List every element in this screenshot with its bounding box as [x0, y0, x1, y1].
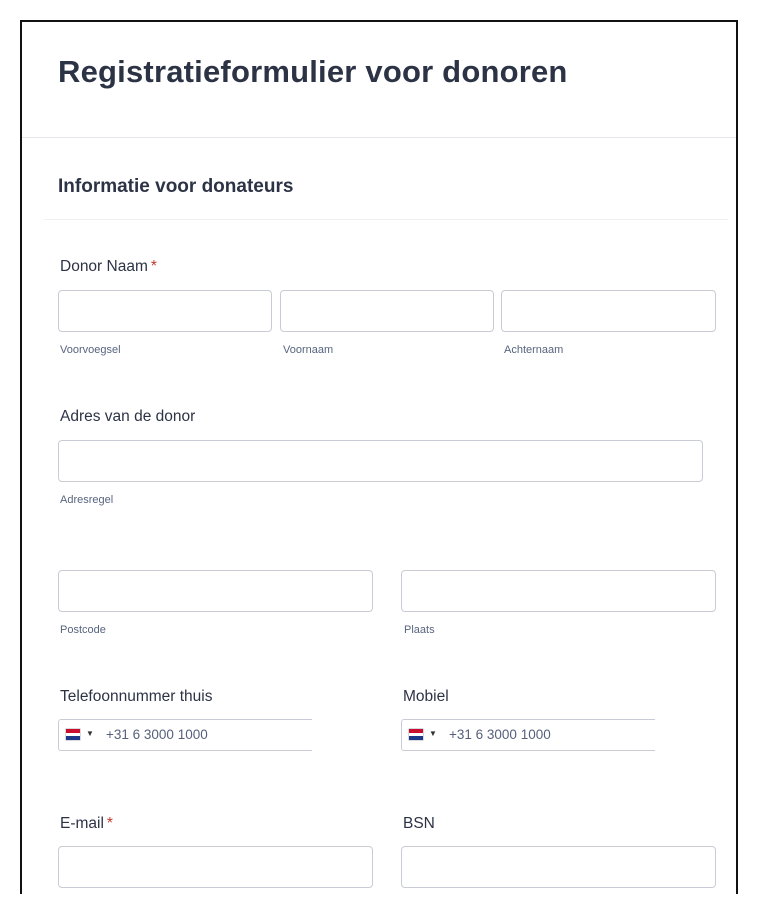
- chevron-down-icon[interactable]: ▼: [429, 729, 437, 738]
- donor-name-label: [60, 258, 157, 276]
- home-phone-placeholder: +31 6 3000 1000: [106, 727, 208, 742]
- section-title: Informatie voor donateurs: [58, 176, 294, 197]
- mobile-label: Mobiel: [403, 688, 449, 705]
- first-name-sublabel: Voornaam: [283, 344, 334, 356]
- last-name-sublabel: Achternaam: [504, 344, 564, 356]
- required-asterisk: *: [150, 258, 157, 275]
- postcode-sublabel: Postcode: [60, 624, 106, 636]
- email-input[interactable]: [58, 846, 373, 888]
- home-phone-label: Telefoonnummer thuis: [60, 688, 213, 705]
- mobile-phone-placeholder: +31 6 3000 1000: [449, 727, 551, 742]
- netherlands-flag-icon[interactable]: [409, 729, 423, 740]
- name-prefix-input[interactable]: [58, 290, 272, 332]
- postcode-input[interactable]: [58, 570, 373, 612]
- form-title: Registratieformulier voor donoren: [58, 54, 568, 89]
- mobile-phone-input[interactable]: [401, 719, 655, 751]
- form-header: [22, 22, 736, 138]
- city-input[interactable]: [401, 570, 716, 612]
- email-label-text: E-mail: [60, 815, 104, 832]
- address-line-sublabel: Adresregel: [60, 494, 114, 506]
- form-container: [20, 20, 738, 894]
- chevron-down-icon[interactable]: ▼: [86, 729, 94, 738]
- address-line-input[interactable]: [58, 440, 703, 482]
- home-phone-input[interactable]: [58, 719, 312, 751]
- required-asterisk: *: [106, 815, 113, 832]
- last-name-input[interactable]: [501, 290, 716, 332]
- section-divider: [44, 219, 728, 220]
- netherlands-flag-icon[interactable]: [66, 729, 80, 740]
- city-sublabel: Plaats: [404, 624, 435, 636]
- bsn-label: BSN: [403, 815, 435, 832]
- first-name-input[interactable]: [280, 290, 494, 332]
- address-label: Adres van de donor: [60, 408, 196, 425]
- name-prefix-sublabel: Voorvoegsel: [60, 344, 121, 356]
- bsn-input[interactable]: [401, 846, 716, 888]
- donor-name-label-text: Donor Naam: [60, 258, 148, 275]
- email-label: [60, 815, 113, 833]
